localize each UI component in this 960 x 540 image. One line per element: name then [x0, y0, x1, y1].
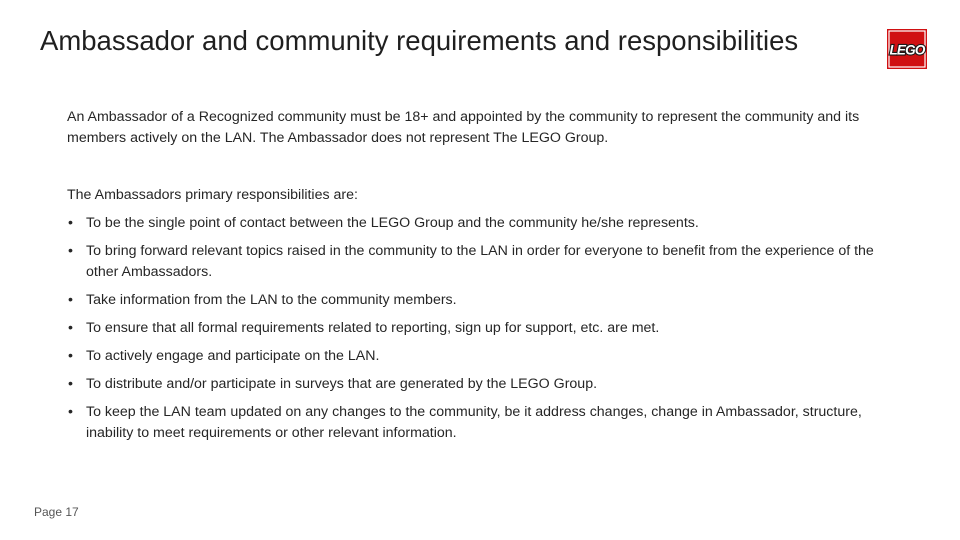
list-item-text: To distribute and/or participate in surveys that are generated by the LEGO Group.: [86, 376, 598, 392]
intro-paragraph: An Ambassador of a Recognized community must be 18+ and appointed by the community to represent the community and its members actively on the LAN. The Ambassador does not represent The LEGO Group.: [67, 109, 860, 146]
bullet-dot-icon: •: [68, 320, 73, 336]
list-item-text: To ensure that all formal requirements related to reporting, sign up for support, etc. are met.: [86, 320, 660, 336]
list-item-text: To keep the LAN team updated on any changes to the community, be it address changes, change in Ambassador, structure, inability to meet requirements or other relevant information.: [86, 404, 862, 441]
list-item-text: To bring forward relevant topics raised in the community to the LAN in order for everyone to benefit from the experience of the other Ambassadors.: [86, 243, 874, 280]
list-item: [67, 213, 897, 234]
list-item: [67, 374, 897, 395]
page-number: Page 17: [34, 505, 79, 519]
responsibilities-list: [67, 213, 897, 451]
bullet-dot-icon: •: [68, 376, 73, 392]
list-item: [67, 346, 897, 367]
list-item: [67, 402, 897, 444]
list-item-text: To be the single point of contact between the LEGO Group and the community he/she represents.: [86, 215, 699, 231]
list-item-text: To actively engage and participate on the LAN.: [86, 348, 380, 364]
bullet-dot-icon: •: [68, 348, 73, 364]
list-item-text: Take information from the LAN to the community members.: [86, 292, 457, 308]
slide-title: Ambassador and community requirements and responsibilities: [40, 25, 799, 56]
bullet-dot-icon: •: [68, 292, 73, 308]
list-item: [67, 318, 897, 339]
lego-logo-icon: [887, 29, 927, 69]
list-item: [67, 290, 897, 311]
responsibilities-lead: The Ambassadors primary responsibilities are:: [67, 187, 358, 203]
list-item: [67, 241, 897, 283]
bullet-dot-icon: •: [68, 243, 73, 259]
bullet-dot-icon: •: [68, 215, 73, 231]
bullet-dot-icon: •: [68, 404, 73, 420]
logo-text: LEGO: [889, 42, 925, 58]
